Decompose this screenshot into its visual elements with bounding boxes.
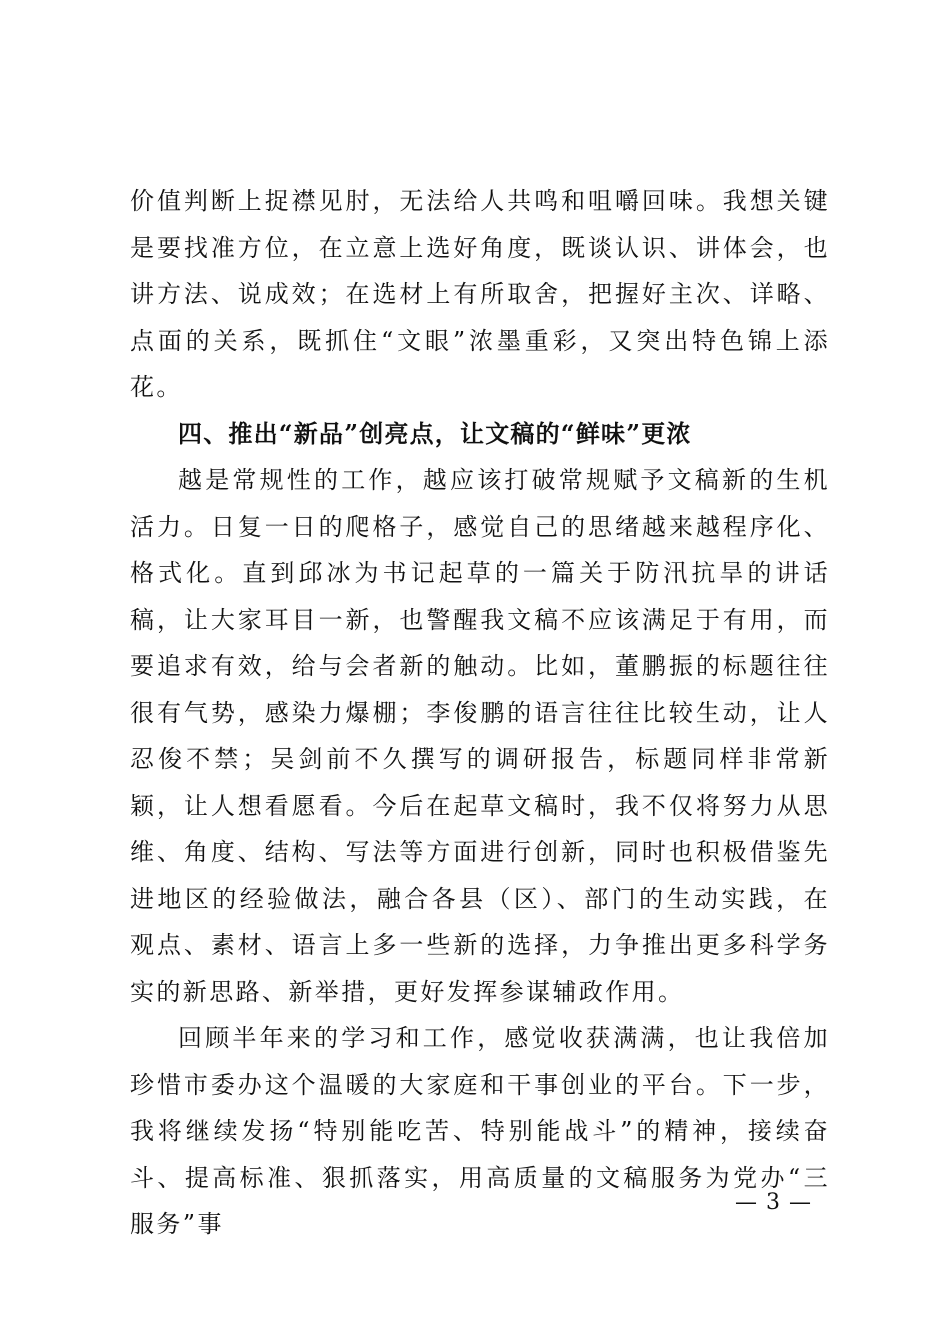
paragraph-innovation: 越是常规性的工作，越应该打破常规赋予文稿新的生机活力。日复一日的爬格子，感觉自己的思绪越来越程序化、格式化。直到邱冰为书记起草的一篇关于防汛抗旱的讲话稿，让大家耳目一新，也警醒我文稿不应该满足于有用，而要追求有效，给与会者新的触动。比如，董鹏振的标题往往很有气势，感染力爆棚；李俊鹏的语言往往比较生动，让人忍俊不禁；吴剑前不久撰写的调研报告，标题同样非常新颖，让人想看愿看。今后在起草文稿时，我不仅将努力从思维、角度、结构、写法等方面进行创新，同时也积极借鉴先进地区的经验做法，融合各县（区）、部门的生动实践，在观点、素材、语言上多一些新的选择，力争推出更多科学务实的新思路、新举措，更好发挥参谋辅政作用。 [130,466,830,1006]
section-heading: 四、推出“新品”创亮点，让文稿的“鲜味”更浓 [178,418,692,448]
paragraph-continued: 价值判断上捉襟见肘，无法给人共鸣和咀嚼回味。我想关键是要找准方位，在立意上选好角度，既谈认识、讲体会，也讲方法、说成效；在选材上有所取舍，把握好主次、详略、点面的关系，既抓住“文眼”浓墨重彩，又突出特色锦上添花。 [130,187,830,401]
page-number: — 3 — [735,1190,812,1215]
paragraph-review: 回顾半年来的学习和工作，感觉收获满满，也让我倍加珍惜市委办这个温暖的大家庭和干事创业的平台。下一步，我将继续发扬“特别能吃苦、特别能战斗”的精神，接续奋斗、提高标准、狠抓落实，用高质量的文稿服务为党办“三服务”事 [130,1024,830,1238]
document-body [130,178,830,1248]
